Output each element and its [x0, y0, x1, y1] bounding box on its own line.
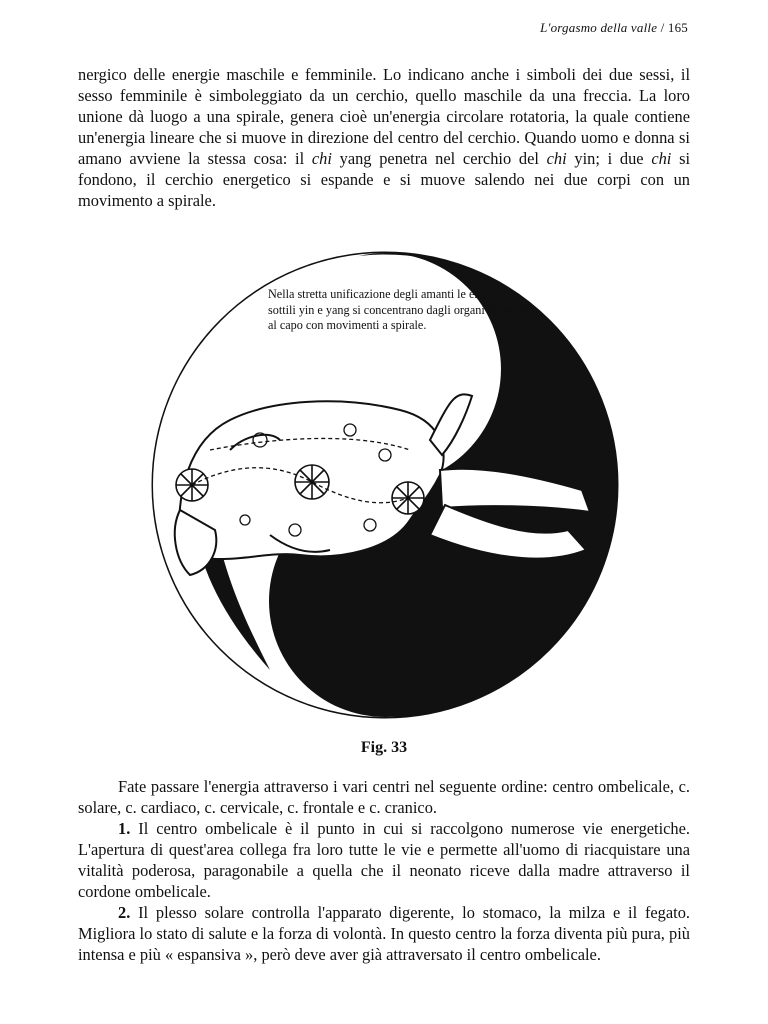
item-text: Il centro ombelicale è il punto in cui si raccolgono numerose vie energetiche. L'apertura di quest'area collega fra loro tutte le vie e permette all'uomo di riacquistare una vitalità poderosa, paragonabile a quella che il neonato riceve dalla madre attraverso il cordone ombelicale. [78, 819, 690, 901]
figure-caption: Nella stretta unificazione degli amanti le energie sottili yin e yang si concentrano dagli organi sessuali al capo con movimenti a spirale. [268, 287, 526, 332]
item-number: 2. [118, 903, 131, 922]
item-number: 1. [118, 819, 131, 838]
italic-term: chi [311, 149, 332, 168]
item-text: Il plesso solare controlla l'apparato digerente, lo stomaco, la milza e il fegato. Migliora lo stato di salute e la forza di volontà. In questo centro la forza diventa più pura, più intensa e più « espansiva », però deve aver già attraversato il centro ombelicale. [78, 903, 690, 964]
header-separator: / [660, 20, 665, 35]
text-run: nergico delle energie maschile e femminile. Lo indicano anche i simboli dei due sessi, il sesso femminile è simboleggiato da un cerchio, quello maschile da una freccia. La loro unione dà luogo a una spirale, genera cioè un'energia circolare rotatoria, la quale contiene un'energia lineare che si muove in direzione del centro del cerchio. Quando uomo e donna si amano avviene la stessa cosa: il [78, 65, 690, 168]
page-number: 165 [667, 20, 688, 35]
text-run: yang penetra nel cerchio del [331, 149, 547, 168]
list-item-solar-plexus [78, 902, 690, 965]
running-title: L'orgasmo della valle [540, 20, 658, 35]
figure-label: Fig. 33 [360, 739, 408, 756]
paragraph-energy-order: Fate passare l'energia attraverso i vari centri nel seguente ordine: centro ombelicale, c. solare, c. cardiaco, c. cervicale, c. frontale e c. cranico. [78, 777, 690, 817]
energy-centre-heart [295, 465, 329, 499]
running-head [540, 20, 688, 36]
italic-term: chi [651, 149, 672, 168]
paragraph-energy-union [78, 64, 690, 211]
text-run: yin; i due [566, 149, 652, 168]
list-item-navel-centre [78, 818, 690, 902]
text-run: si fondono, il cerchio energetico si espande e si muove salendo nei due corpi con un movimento a spirale. [78, 149, 691, 210]
italic-term: chi [546, 149, 567, 168]
